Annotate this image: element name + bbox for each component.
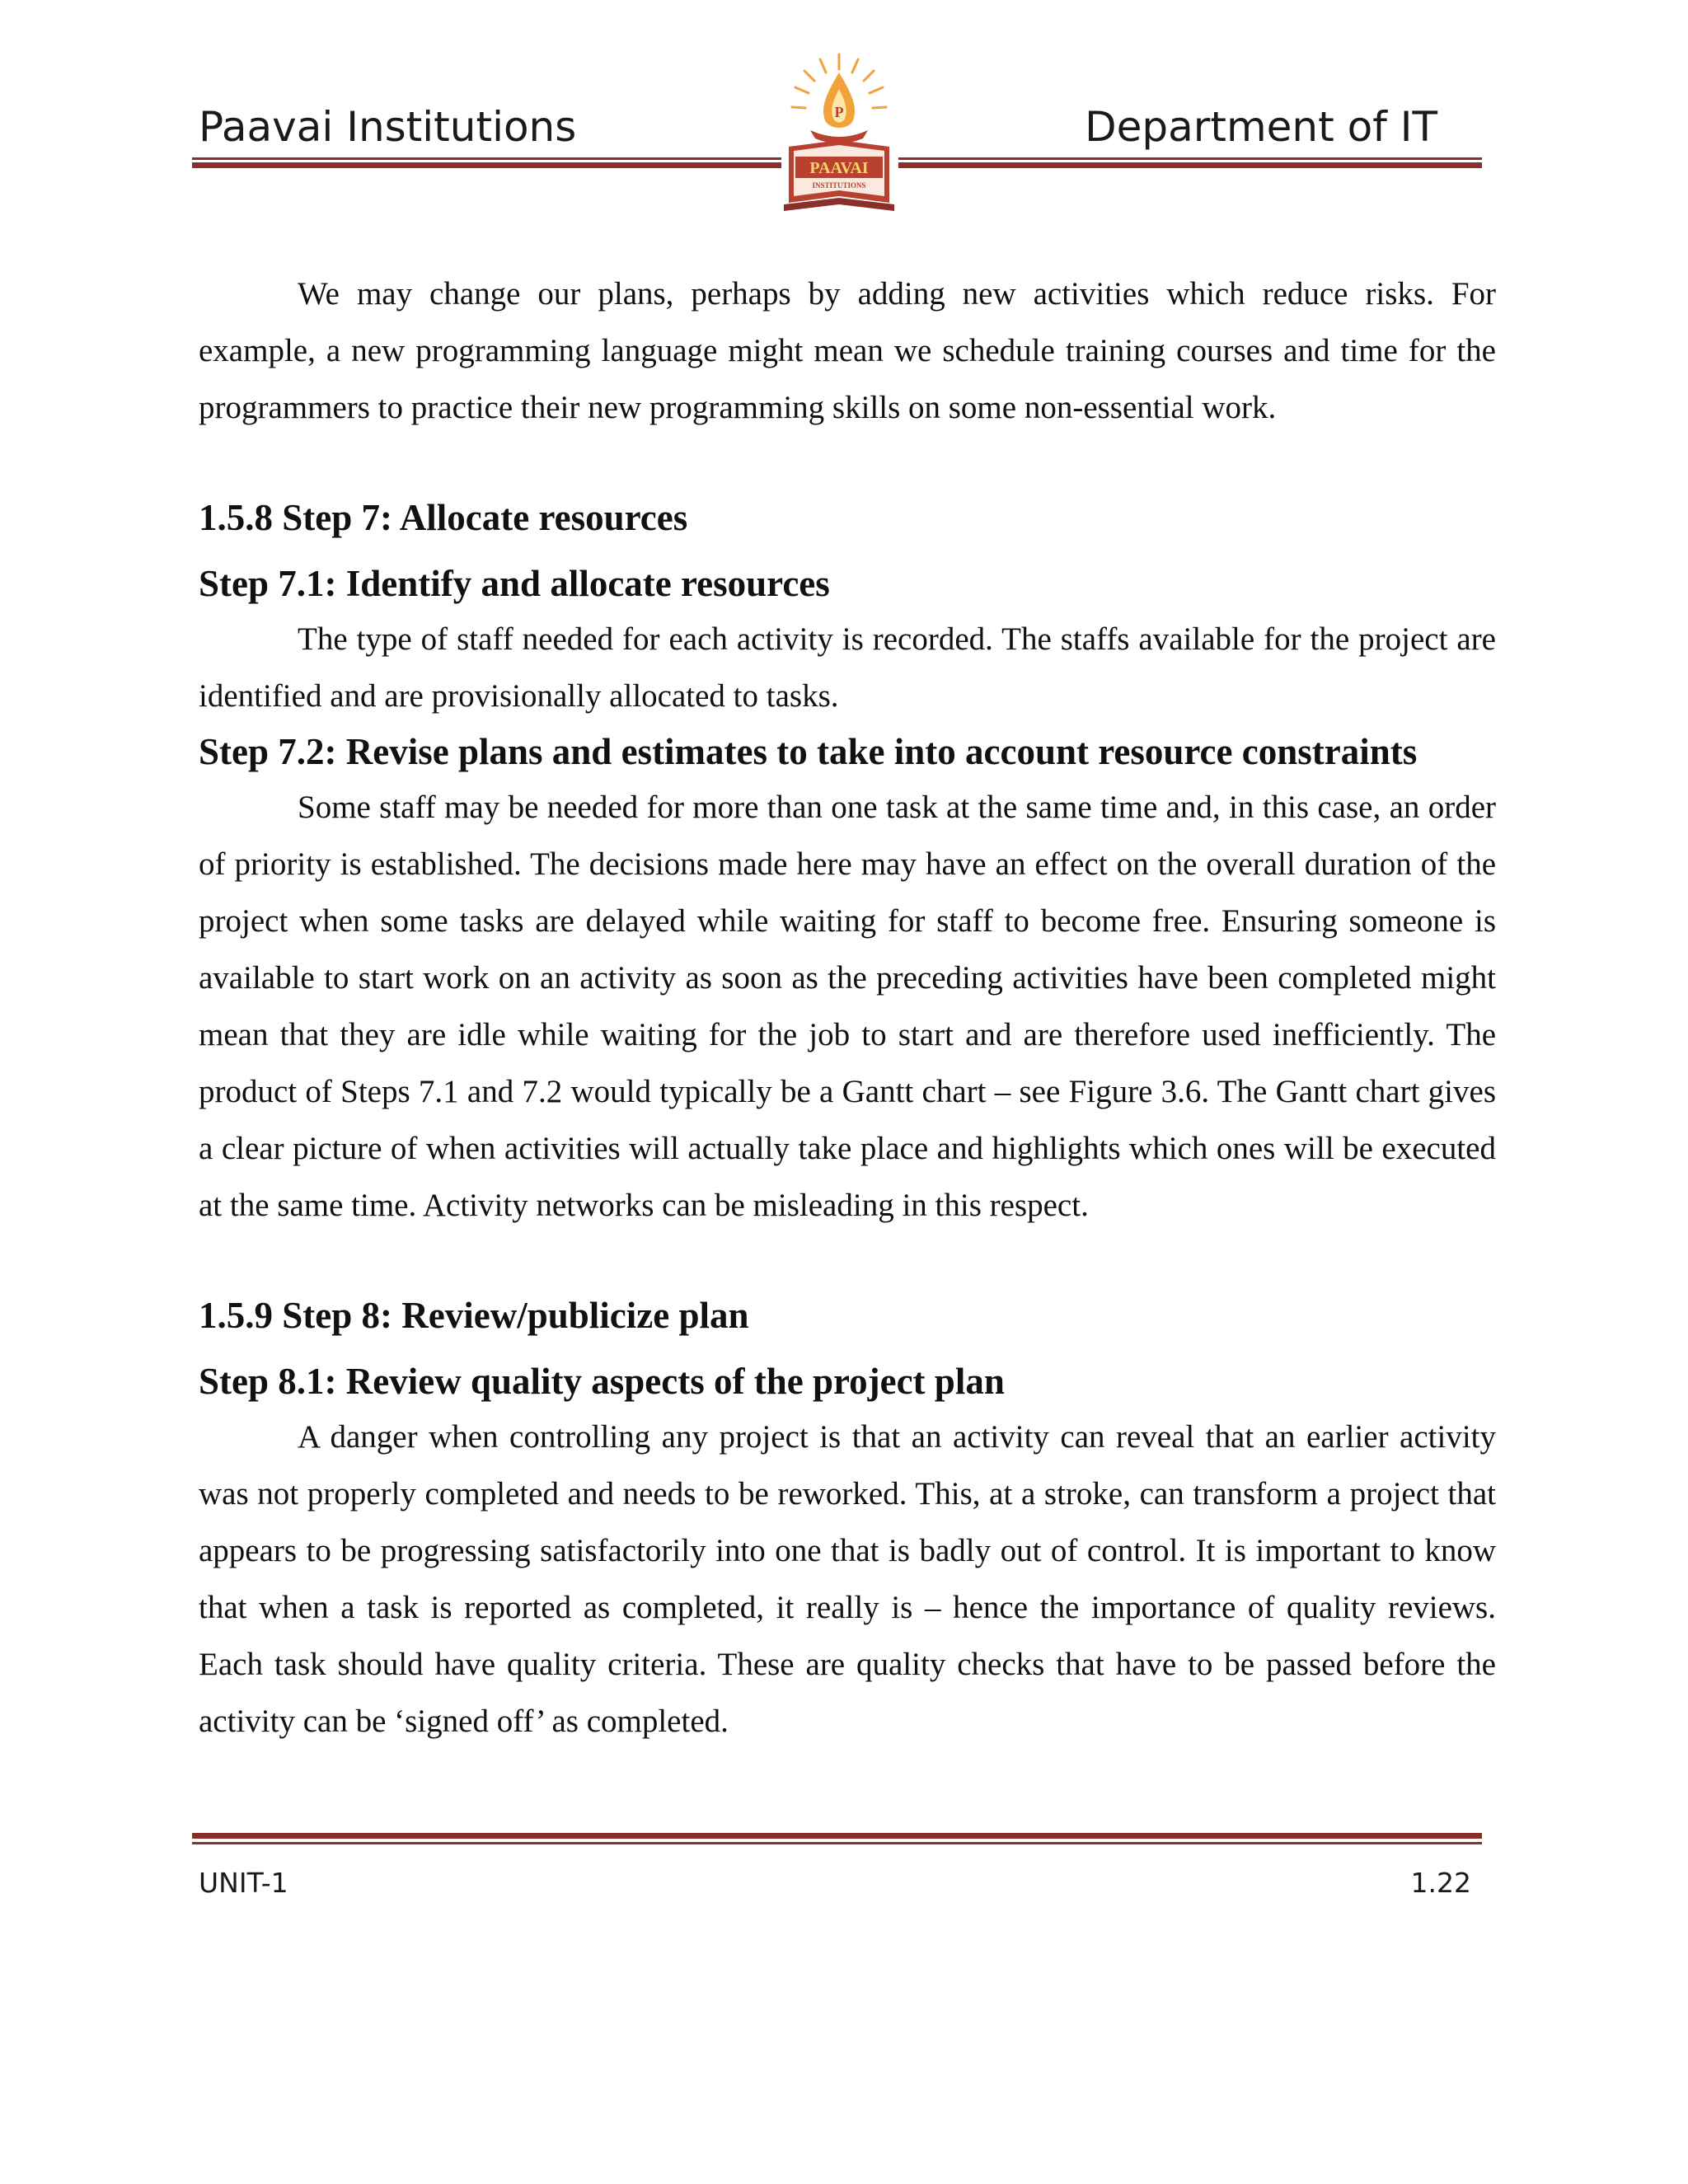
- paragraph-step-7-2: Some staff may be needed for more than one task at the same time and, in this case, an order of priority is established. The decisions made here may have an effect on the overall duration of the project when some tasks are delayed while waiting for staff to become free. Ensuring someone is available to start work on an activity as soon as the preceding activities have been completed might mean that they are idle while waiting for the job to start and are therefore used inefficiently. The product of Steps 7.1 and 7.2 would typically be a Gantt chart – see Figure 3.6. The Gantt chart gives a clear picture of when activities will actually take place and highlights which ones will be executed at the same time. Activity networks can be misleading in this respect.: [199, 790, 1496, 1223]
- svg-text:PAAVAI: PAAVAI: [809, 159, 869, 177]
- header-rule-right-thick: [898, 162, 1482, 168]
- heading-1-5-9: 1.5.9 Step 8: Review/publicize plan: [199, 1295, 749, 1336]
- footer-page-number: 1.22: [1410, 1867, 1471, 1899]
- footer-rule-thick: [192, 1833, 1482, 1839]
- heading-step-7-2: Step 7.2: Revise plans and estimates to take into account resource constraints: [199, 731, 1418, 772]
- heading-step-7-1: Step 7.1: Identify and allocate resources: [199, 563, 830, 604]
- header-institution-name: Paavai Institutions: [199, 103, 577, 151]
- header-department-name: Department of IT: [1085, 103, 1437, 151]
- paragraph-step-8-1: A danger when controlling any project is that an activity can reveal that an earlier activity was not properly completed and needs to be reworked. This, at a stroke, can transform a project that appears to be progressing satisfactorily into one that is badly out of control. It is important to know that when a task is reported as completed, it really is – hence the importance of quality reviews. Each task should have quality criteria. These are quality checks that have to be passed before the activity can be ‘signed off’ as completed.: [199, 1419, 1496, 1739]
- paragraph-step-7-1: The type of staff needed for each activity is recorded. The staffs available for the project are identified and are provisionally allocated to tasks.: [199, 621, 1496, 714]
- heading-step-8-1: Step 8.1: Review quality aspects of the project plan: [199, 1361, 1005, 1402]
- header-rule-right-thin: [898, 157, 1482, 160]
- heading-1-5-8: 1.5.8 Step 7: Allocate resources: [199, 497, 688, 538]
- svg-text:INSTITUTIONS: INSTITUTIONS: [812, 181, 866, 190]
- svg-text:P: P: [834, 104, 844, 120]
- paragraph-intro: We may change our plans, perhaps by adding new activities which reduce risks. For example, a new programming language might mean we schedule training courses and time for the programmers to practice their new programming skills on some non-essential work.: [199, 276, 1496, 425]
- header-rule-left-thin: [192, 157, 781, 160]
- footer-rule-thin: [192, 1842, 1482, 1844]
- paavai-logo: [777, 48, 901, 217]
- header-rule-left-thick: [192, 162, 781, 168]
- page-content: [199, 265, 1496, 1750]
- footer-unit-label: UNIT-1: [199, 1867, 288, 1899]
